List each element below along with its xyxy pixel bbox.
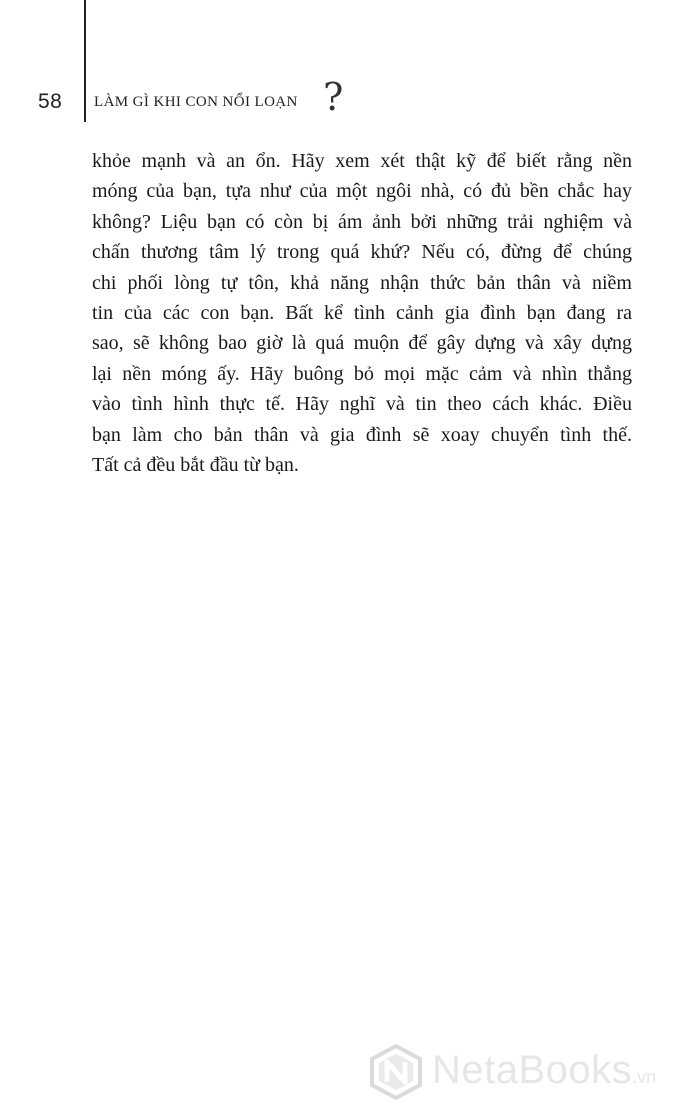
netabooks-logo-icon xyxy=(368,1044,424,1100)
body-line: bạn làm cho bản thân và gia đình sẽ xoay chuyển tình thế. xyxy=(92,423,632,446)
body-line: chi phối lòng tự tôn, khả năng nhận thức bản thân và niềm xyxy=(92,271,632,294)
body-line: chấn thương tâm lý trong quá khứ? Nếu có, đừng để chúng xyxy=(92,241,632,264)
watermark-domain-suffix: .vn xyxy=(632,1067,657,1087)
running-header-question-mark: ? xyxy=(323,75,344,119)
watermark-brand-name: NetaBooks xyxy=(432,1048,633,1092)
body-line: tin của các con bạn. Bất kể tình cảnh gia đình bạn đang ra xyxy=(92,302,632,325)
body-line: lại nền móng ấy. Hãy buông bỏ mọi mặc cảm và nhìn thẳng xyxy=(92,362,632,385)
body-line: khỏe mạnh và an ổn. Hãy xem xét thật kỹ để biết rằng nền xyxy=(92,150,632,172)
header-vertical-rule xyxy=(84,0,86,122)
body-line: không? Liệu bạn có còn bị ám ảnh bởi những trải nghiệm và xyxy=(92,210,632,233)
body-line: Tất cả đều bắt đầu từ bạn. xyxy=(92,454,299,477)
page-number: 58 xyxy=(38,90,63,113)
netabooks-watermark xyxy=(368,1038,688,1108)
watermark-brand xyxy=(432,1048,656,1093)
body-line: vào tình hình thực tế. Hãy nghĩ và tin theo cách khác. Điều xyxy=(92,393,632,416)
body-paragraph xyxy=(92,146,632,480)
body-line: móng của bạn, tựa như của một ngôi nhà, có đủ bền chắc hay xyxy=(92,180,632,203)
body-line: sao, sẽ không bao giờ là quá muộn để gây dựng và xây dựng xyxy=(92,332,632,355)
running-header-title: LÀM GÌ KHI CON NỔI LOẠN xyxy=(94,94,298,110)
